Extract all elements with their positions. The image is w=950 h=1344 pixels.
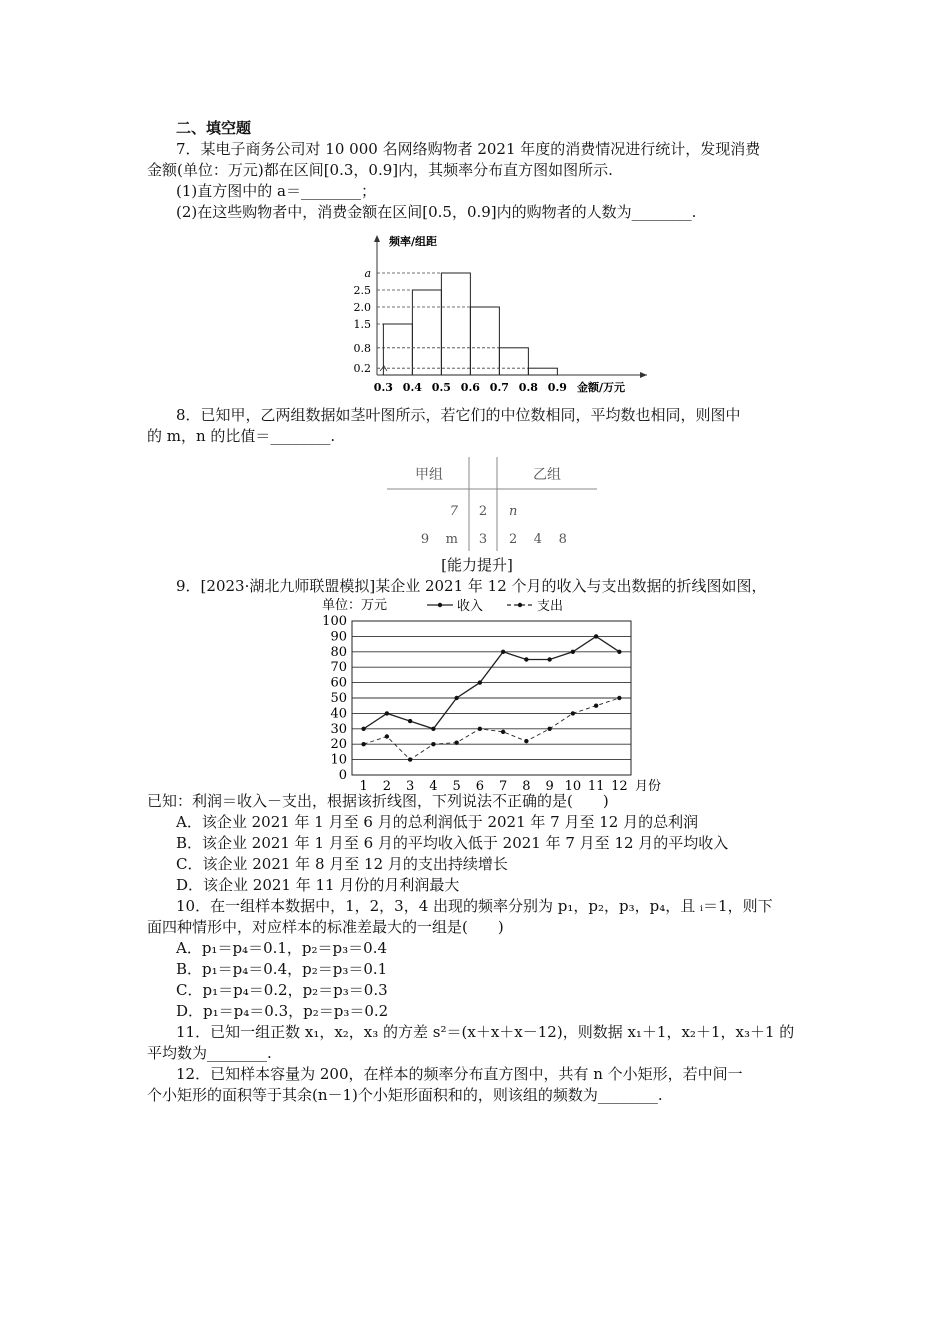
histogram-x-tick-label: 0.7 [489,381,509,394]
q11-line1: 11．已知一组正数 x₁，x₂，x₃ 的方差 s²＝(x＋x＋x－12)，则数据 x₁＋1，x₂＋1，x₃＋1 的 [176,1023,795,1041]
stemleaf-row2-right: 2 4 8 [509,532,567,547]
histogram-x-arrow [640,372,647,378]
line-point [524,657,528,661]
q12-line2: 个小矩形的面积等于其余(n－1)个小矩形面积和的，则该组的频数为________. [147,1086,663,1104]
histogram-x-tick-label: 0.5 [431,381,451,394]
histogram-bar [528,368,557,375]
line-y-tick-label: 40 [330,706,347,722]
line-x-tick-label: 4 [429,779,438,794]
line-y-tick-label: 100 [322,614,347,629]
line-point [547,727,551,731]
histogram-chart [147,229,807,395]
income-expense-line-chart [147,598,807,794]
line-y-tick-label: 0 [338,768,347,783]
line-x-tick-label: 9 [545,779,554,794]
stemleaf-left-header: 甲组 [415,467,443,483]
histogram-bar [499,348,528,375]
line-point [501,730,505,734]
q7-part1: (1)直方图中的 a＝________； [176,182,376,200]
histogram-bar [383,324,412,375]
q8-line1: 8．已知甲，乙两组数据如茎叶图所示，若它们的中位数相同，平均数也相同，则图中 [176,406,741,424]
line-point [478,727,482,731]
legend-label-1: 支出 [537,599,564,614]
histogram-y-arrow [374,235,380,242]
histogram-y-tick-label: 0.8 [353,341,371,355]
histogram-y-tick-label: 1.5 [353,318,371,331]
line-point [454,740,458,744]
legend-marker-0 [438,603,442,607]
line-point [571,650,575,654]
histogram-x-tick-label: 0.6 [460,381,480,394]
line-y-tick-label: 50 [330,691,347,706]
q7-line2: 金额(单位：万元)都在区间[0.3，0.9]内，其频率分布直方图如图所示. [147,161,613,179]
q10-option-d: D．p₁＝p₄＝0.3，p₂＝p₃＝0.2 [176,1002,389,1020]
line-point [594,634,598,638]
histogram-xlabel: 金额/万元 [577,381,626,394]
ability-title: [能力提升] [441,556,513,574]
histogram-y-tick-label: 0.2 [353,362,371,376]
line-x-tick-label: 10 [564,779,582,794]
line-point [478,680,482,684]
q9-option-b: B．该企业 2021 年 1 月至 6 月的平均收入低于 2021 年 7 月至 12 月的平均收入 [176,834,729,852]
line-point [361,727,365,731]
line-y-tick-label: 60 [330,675,347,691]
line-x-tick-label: 3 [405,779,415,794]
histogram-x-tick-label: 0.8 [518,381,538,394]
q10-option-c: C．p₁＝p₄＝0.2，p₂＝p₃＝0.3 [176,981,388,999]
q11-line2: 平均数为________. [147,1044,272,1062]
q7-line1: 7．某电子商务公司对 10 000 名网络购物者 2021 年度的消费情况进行统计，发现消费 [176,140,761,158]
q10-option-a: A．p₁＝p₄＝0.1，p₂＝p₃＝0.4 [176,939,388,957]
line-point [454,696,458,700]
q9-option-a: A．该企业 2021 年 1 月至 6 月的总利润低于 2021 年 7 月至 12 月的总利润 [176,813,699,831]
q8-line2: 的 m，n 的比值＝________. [147,427,336,445]
q9-line1: 9．[2023·湖北九师联盟模拟]某企业 2021 年 12 个月的收入与支出数据的折线图如图， [176,577,767,595]
histogram-x-tick-label: 0.9 [547,381,567,394]
line-point [431,727,435,731]
stemleaf-row2-left: 9 m [420,532,458,547]
q12-line1: 12．已知样本容量为 200，在样本的频率分布直方图中，共有 n 个小矩形，若中间一 [176,1065,743,1083]
line-point [594,704,598,708]
line-y-tick-label: 20 [330,737,347,753]
line-x-tick-label: 6 [475,779,485,794]
q10-line1: 10．在一组样本数据中，1，2，3，4 出现的频率分别为 p₁，p₂，p₃，p₄，且 ᵢ＝1，则下 [176,897,773,915]
line-point [524,739,528,743]
line-x-tick-label: 8 [522,779,531,794]
line-point [617,650,621,654]
line-point [501,650,505,654]
histogram-bar [412,290,441,375]
stemleaf-row1-stem: 2 [478,504,488,519]
histogram-y-tick-label: a [364,267,371,280]
histogram-x-tick-label: 0.3 [373,381,393,394]
histogram-bar [470,307,499,375]
q7-part2: (2)在这些购物者中，消费金额在区间[0.5，0.9]内的购物者的人数为________. [176,203,697,221]
line-point [385,711,389,715]
stemleaf-row2-stem: 3 [478,532,488,547]
line-y-tick-label: 90 [330,629,347,645]
document-page [147,118,807,1106]
line-x-tick-label: 1 [359,779,368,794]
legend-label-0: 收入 [457,599,484,614]
line-point [571,711,575,715]
histogram-y-tick-label: 2.0 [353,301,371,314]
line-unit-label: 单位：万元 [322,598,388,613]
stemleaf-right-header: 乙组 [533,467,561,483]
line-x-tick-label: 11 [587,779,605,794]
histogram-bar [441,273,470,375]
line-y-tick-label: 10 [330,752,347,768]
histogram-x-tick-label: 0.4 [402,381,422,394]
q9-option-c: C．该企业 2021 年 8 月至 12 月的支出持续增长 [176,855,508,873]
line-point [361,742,365,746]
line-y-tick-label: 30 [330,721,347,737]
stemleaf-row1-left: 7 [449,504,458,519]
line-point [408,719,412,723]
line-x-tick-label: 2 [382,779,392,794]
line-point [408,757,412,761]
histogram-ylabel: 频率/组距 [389,235,438,248]
line-x-tick-label: 7 [498,779,508,794]
q10-line2: 面四种情形中，对应样本的标准差最大的一组是( ) [147,918,504,936]
line-y-tick-label: 80 [330,644,347,660]
line-point [385,734,389,738]
line-point [431,742,435,746]
stem-leaf-plot [147,451,807,555]
q9-question: 已知：利润＝收入－支出，根据该折线图，下列说法不正确的是( ) [147,792,609,810]
q10-option-b: B．p₁＝p₄＝0.4，p₂＝p₃＝0.1 [176,960,388,978]
line-y-tick-label: 70 [330,660,347,676]
section-title: 二、填空题 [176,119,252,137]
line-point [547,657,551,661]
histogram-y-tick-label: 2.5 [353,284,371,297]
line-point [617,696,621,700]
q9-option-d: D．该企业 2021 年 11 月份的月利润最大 [176,876,460,894]
legend-marker-1 [518,603,522,607]
line-xlabel: 月份 [635,779,662,794]
line-x-tick-label: 12 [611,779,628,794]
line-x-tick-label: 5 [452,779,461,794]
stemleaf-row1-right: n [509,504,518,519]
